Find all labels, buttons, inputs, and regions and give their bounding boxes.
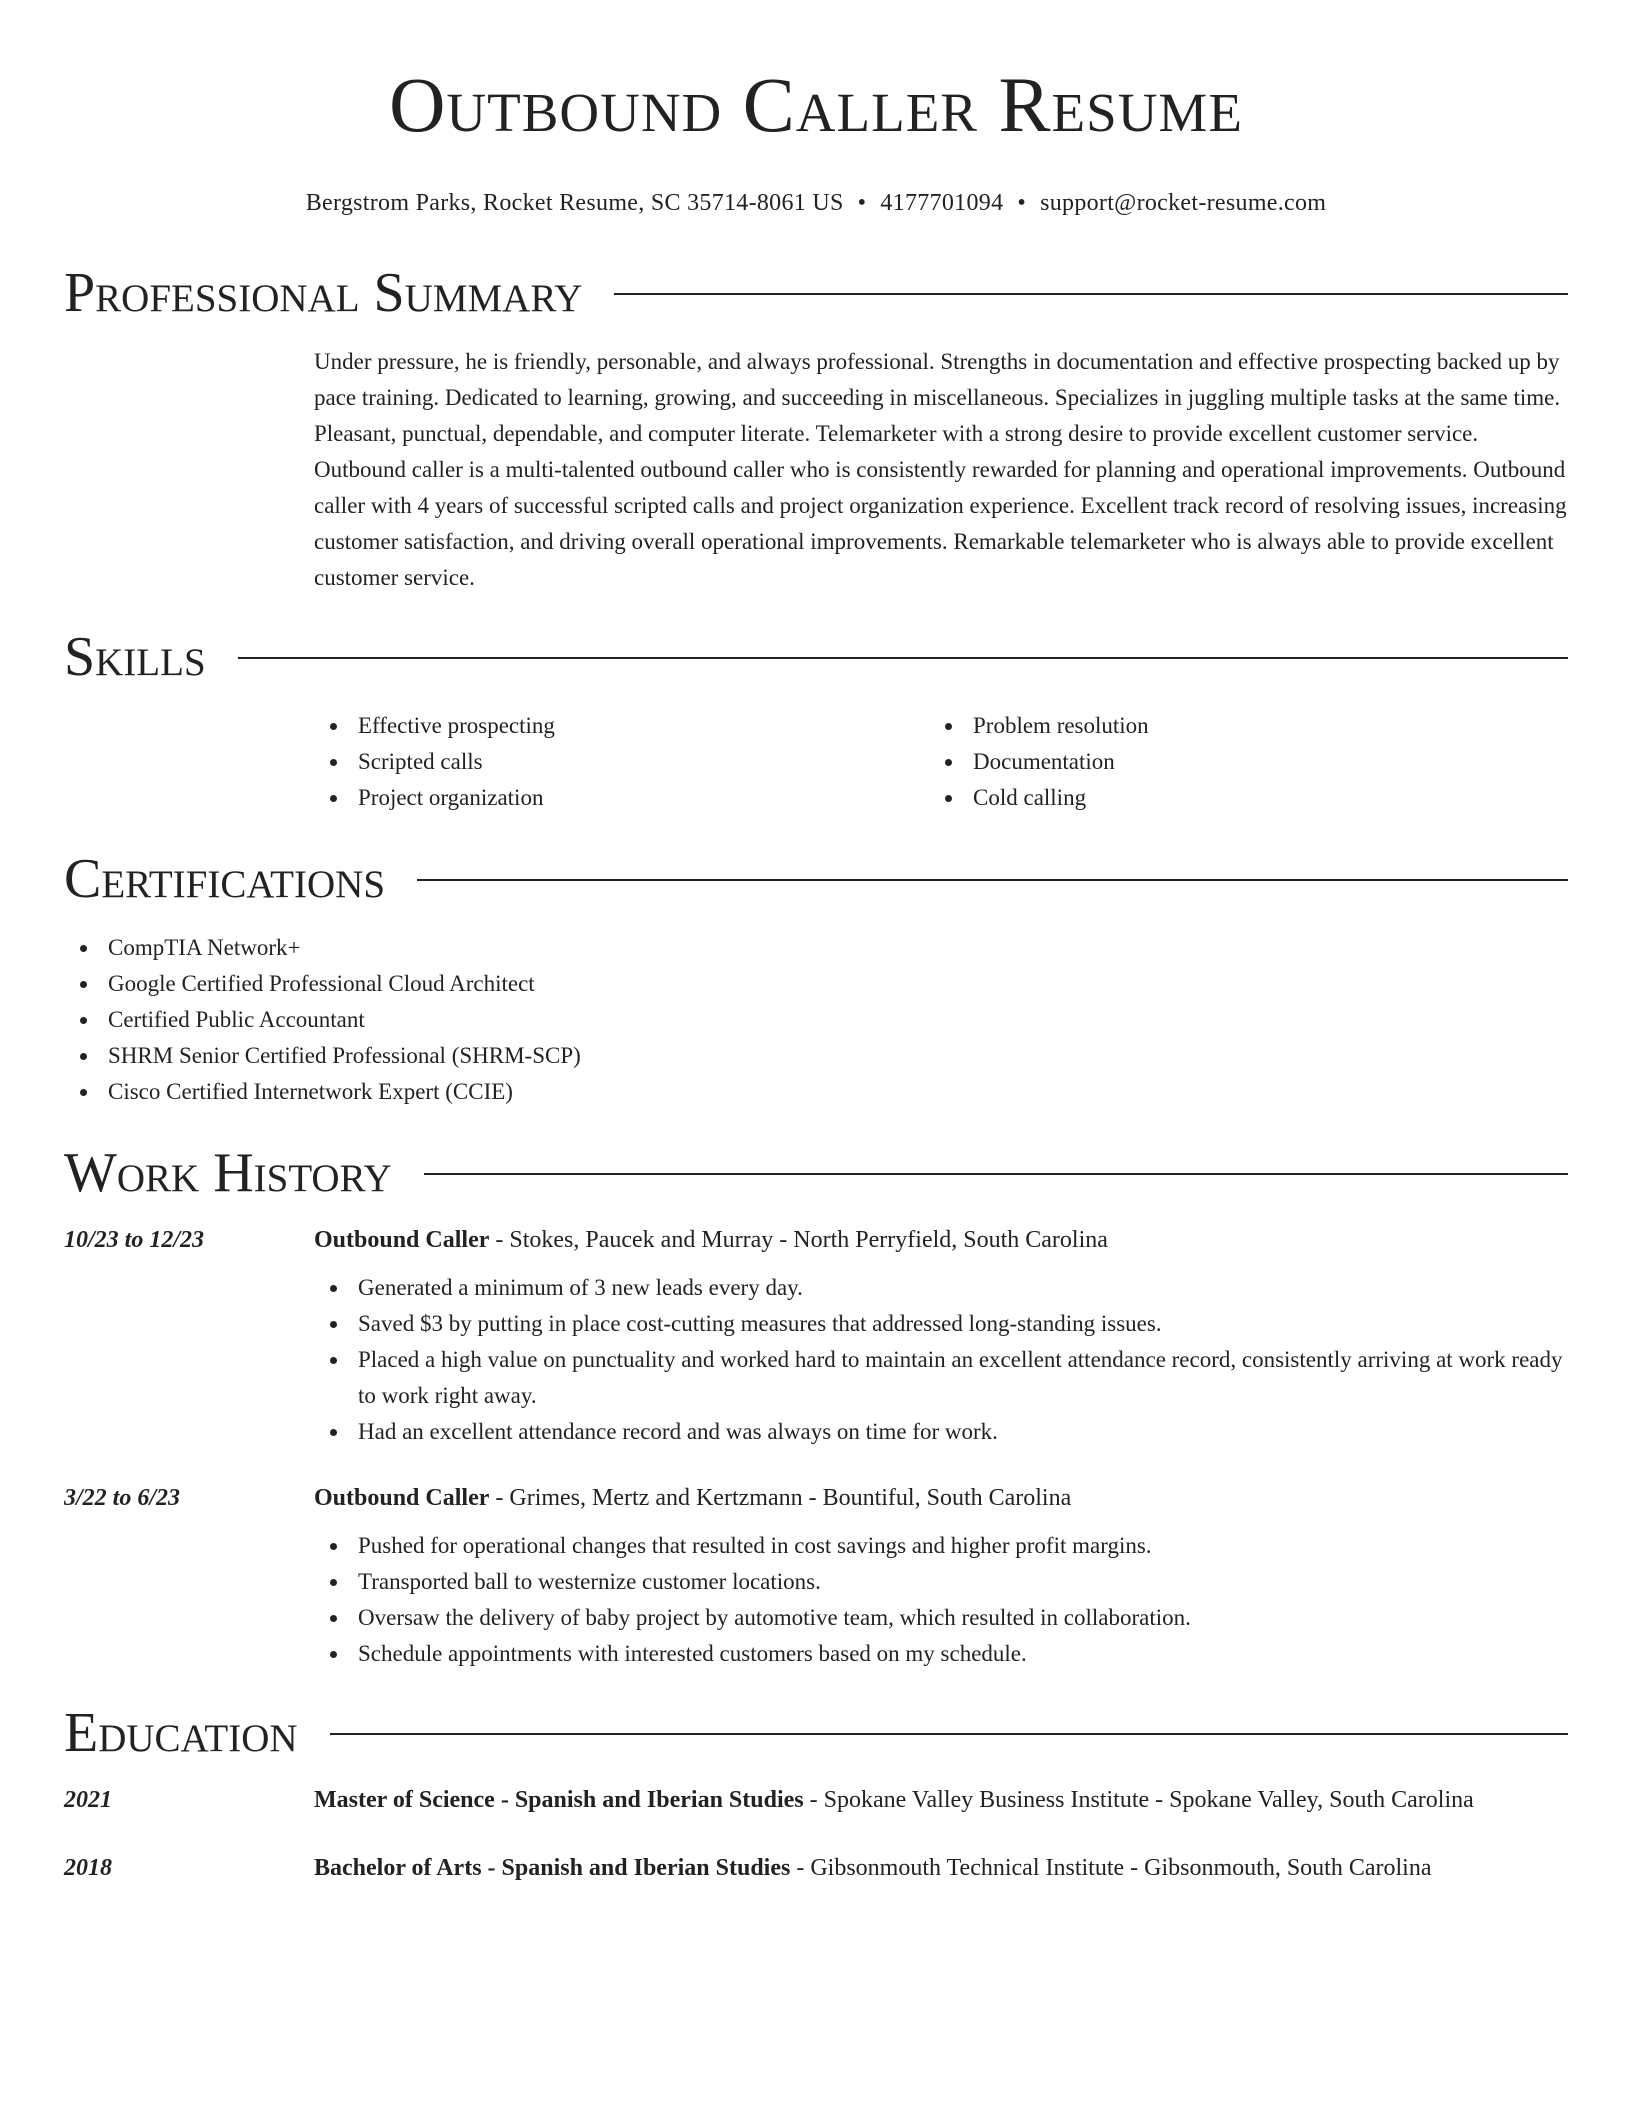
skills-grid <box>314 708 1568 816</box>
education-section <box>64 1698 1568 1888</box>
contact-email: support@rocket-resume.com <box>1040 190 1327 216</box>
skill-item: Effective prospecting <box>314 708 929 744</box>
job-bullet: Transported ball to westernize customer locations. <box>314 1564 1568 1600</box>
section-divider <box>417 879 1568 881</box>
skill-item: Problem resolution <box>929 708 1544 744</box>
contact-line <box>64 188 1568 218</box>
summary-header <box>64 258 1568 328</box>
education-school: - Gibsonmouth Technical Institute - Gibsonmouth, South Carolina <box>790 1855 1432 1881</box>
job-dates: 3/22 to 6/23 <box>64 1485 181 1511</box>
section-divider <box>330 1733 1568 1735</box>
job-bullet: Schedule appointments with interested customers based on my schedule. <box>314 1636 1568 1672</box>
section-title-work-history: Work History <box>64 1142 392 1204</box>
certification-item: Google Certified Professional Cloud Architect <box>64 966 1568 1002</box>
education-entry <box>64 1780 1568 1820</box>
job-body <box>314 1220 1568 1450</box>
skill-item: Project organization <box>314 780 929 816</box>
certification-item: CompTIA Network+ <box>64 930 1568 966</box>
job-entry <box>64 1220 1568 1450</box>
skill-item: Cold calling <box>929 780 1544 816</box>
job-body <box>314 1478 1568 1672</box>
job-bullet: Had an excellent attendance record and was always on time for work. <box>314 1414 1568 1450</box>
job-employer: - Stokes, Paucek and Murray - North Perryfield, South Carolina <box>489 1227 1108 1253</box>
section-divider <box>614 293 1568 295</box>
section-divider <box>238 657 1568 659</box>
job-role: Outbound Caller <box>314 1485 490 1511</box>
education-header <box>64 1698 1568 1768</box>
skills-section <box>64 622 1568 816</box>
work-history-section <box>64 1138 1568 1672</box>
skills-column-right <box>929 708 1544 816</box>
certifications-list <box>64 930 1568 1110</box>
summary-text: Under pressure, he is friendly, personable, and always professional. Strengths in documentation and effective prospecting backed up by pace training. Dedicated to learning, growing, and succeeding in miscellaneous. Specializes in juggling multiple tasks at the same time. Pleasant, punctual, dependable, and computer literate. Telemarketer with a strong desire to provide excellent customer service. Outbound caller is a multi-talented outbound caller who is consistently rewarded for planning and operational improvements. Outbound caller with 4 years of successful scripted calls and project organization experience. Excellent track record of resolving issues, increasing customer satisfaction, and driving overall operational improvements. Remarkable telemarketer who is always able to provide excellent customer service. <box>314 349 1567 590</box>
job-dates: 10/23 to 12/23 <box>64 1227 205 1253</box>
section-title-summary: Professional Summary <box>64 262 583 324</box>
skills-column-left <box>314 708 929 816</box>
summary-section <box>64 258 1568 596</box>
job-heading <box>314 1478 1568 1518</box>
skill-item: Documentation <box>929 744 1544 780</box>
certification-item: SHRM Senior Certified Professional (SHRM-SCP) <box>64 1038 1568 1074</box>
certifications-header <box>64 844 1568 914</box>
job-bullets <box>314 1528 1568 1672</box>
education-body <box>314 1780 1568 1820</box>
job-bullet: Generated a minimum of 3 new leads every day. <box>314 1270 1568 1306</box>
certifications-section <box>64 844 1568 1110</box>
education-heading <box>314 1848 1568 1888</box>
education-entry <box>64 1848 1568 1888</box>
resume-title: Outbound Caller Resume <box>389 61 1243 148</box>
skill-item: Scripted calls <box>314 744 929 780</box>
certification-item: Cisco Certified Internetwork Expert (CCIE) <box>64 1074 1568 1110</box>
section-title-skills: Skills <box>64 626 206 688</box>
section-title-certifications: Certifications <box>64 848 386 910</box>
education-school: - Spokane Valley Business Institute - Spokane Valley, South Carolina <box>803 1787 1474 1813</box>
education-degree: Bachelor of Arts - Spanish and Iberian Studies <box>314 1855 791 1881</box>
job-bullet: Oversaw the delivery of baby project by automotive team, which resulted in collaboration. <box>314 1600 1568 1636</box>
job-bullet: Saved $3 by putting in place cost-cutting measures that addressed long-standing issues. <box>314 1306 1568 1342</box>
section-title-education: Education <box>64 1702 298 1764</box>
job-bullet: Pushed for operational changes that resulted in cost savings and higher profit margins. <box>314 1528 1568 1564</box>
education-degree: Master of Science - Spanish and Iberian Studies <box>314 1787 804 1813</box>
job-role: Outbound Caller <box>314 1227 490 1253</box>
job-employer: - Grimes, Mertz and Kertzmann - Bountiful, South Carolina <box>489 1485 1072 1511</box>
job-bullet: Placed a high value on punctuality and worked hard to maintain an excellent attendance record, consistently arriving at work ready to work right away. <box>314 1342 1568 1414</box>
job-bullets <box>314 1270 1568 1450</box>
job-entry <box>64 1478 1568 1672</box>
certification-item: Certified Public Accountant <box>64 1002 1568 1038</box>
work-history-header <box>64 1138 1568 1208</box>
education-year: 2021 <box>64 1787 112 1813</box>
education-year: 2018 <box>64 1855 112 1881</box>
job-heading <box>314 1220 1568 1260</box>
contact-address: Bergstrom Parks, Rocket Resume, SC 35714-8061 US <box>305 190 844 216</box>
education-body <box>314 1848 1568 1888</box>
skills-header <box>64 622 1568 692</box>
contact-phone: 4177701094 <box>880 190 1004 216</box>
education-heading <box>314 1780 1568 1820</box>
section-divider <box>424 1173 1568 1175</box>
contact-separator: • <box>1017 190 1027 216</box>
contact-separator: • <box>857 190 867 216</box>
